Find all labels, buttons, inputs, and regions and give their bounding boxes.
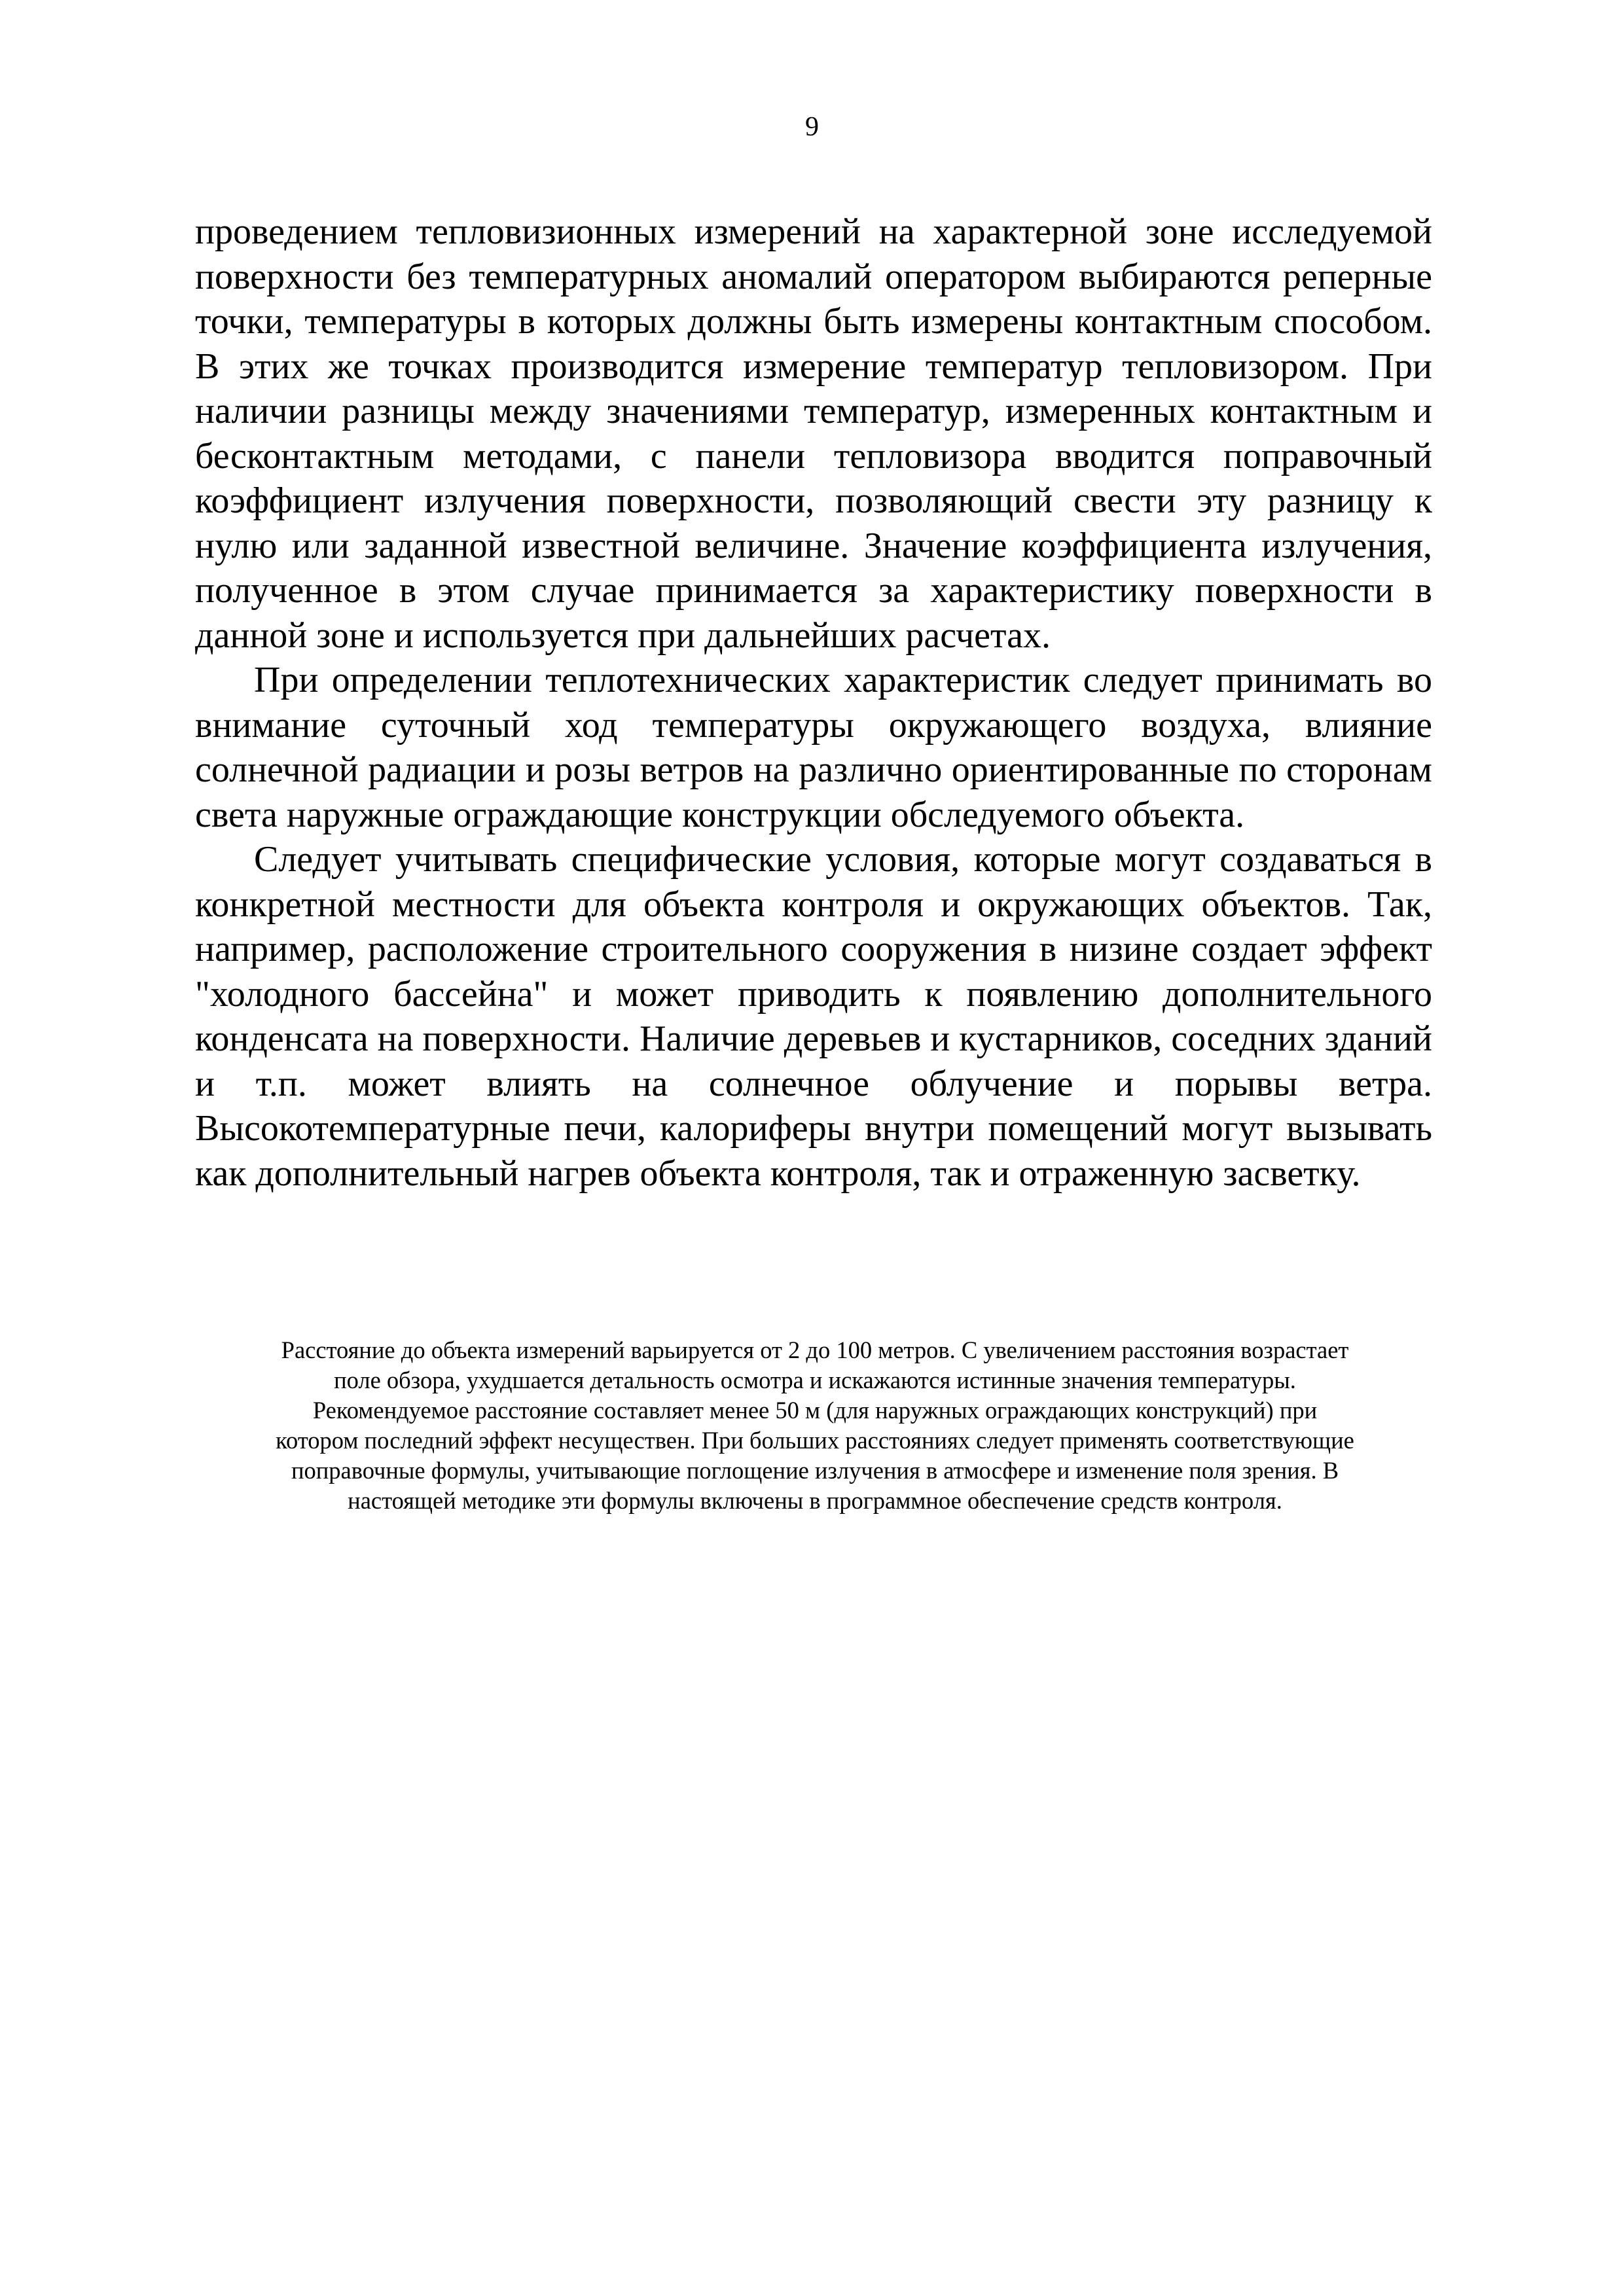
note-line: Рекомендуемое расстояние составляет менее 50 м (для наружных ограждающих конструкций) при [312,1397,1318,1424]
paragraph-thermal-characteristics: При определении теплотехнических характеристик следует принимать во внимание суточный ход температуры окружающего воздуха, влияние солнечной радиации и розы ветров на различно ориентированные по сторонам света наружные ограждающие конструкции обследуемого объекта. [195,660,1432,835]
body-text [195,209,1432,1196]
paragraph-specific-conditions: Следует учитывать специфические условия, которые могут создаваться в конкретной местности для объекта контроля и окружающих объектов. Так, например, расположение строительного сооружения в низине создает эффект "холодного бассейна" и может приводить к появлению дополнительного конденсата на поверхности. Наличие деревьев и кустарников, соседних зданий и т.п. может влиять на солнечное облучение и порывы ветра. Высокотемпературные печи, калориферы внутри помещений могут вызывать как дополнительный нагрев объекта контроля, так и отраженную засветку. [195,839,1432,1194]
note-line: поле обзора, ухудшается детальность осмотра и искажаются истинные значения температуры. [334,1367,1296,1393]
note-line: поправочные формулы, учитывающие поглощение излучения в атмосфере и изменение поля зрения. В [291,1457,1339,1484]
note-line: котором последний эффект несуществен. При больших расстояниях следует применять соответствующие [276,1427,1354,1454]
note-line: Расстояние до объекта измерений варьируется от 2 до 100 метров. С увеличением расстояния возрастает [281,1336,1349,1363]
distance-note [190,1335,1440,1516]
page-number: 9 [805,112,819,142]
note-line: настоящей методике эти формулы включены в программное обеспечение средств контроля. [348,1487,1282,1514]
paragraph-continuation: проведением тепловизионных измерений на характерной зоне исследуемой поверхности без температурных аномалий оператором выбираются реперные точки, температуры в которых должны быть измерены контактным способом. В этих же точках производится измерение температур тепловизором. При наличии разницы между значениями температур, измеренных контактным и бесконтактным методами, с панели тепловизора вводится поправочный коэффициент излучения поверхности, позволяющий свести эту разницу к нулю или заданной известной величине. Значение коэффициента излучения, полученное в этом случае принимается за характеристику поверхности в данной зоне и используется при дальнейших расчетах. [195,211,1432,656]
